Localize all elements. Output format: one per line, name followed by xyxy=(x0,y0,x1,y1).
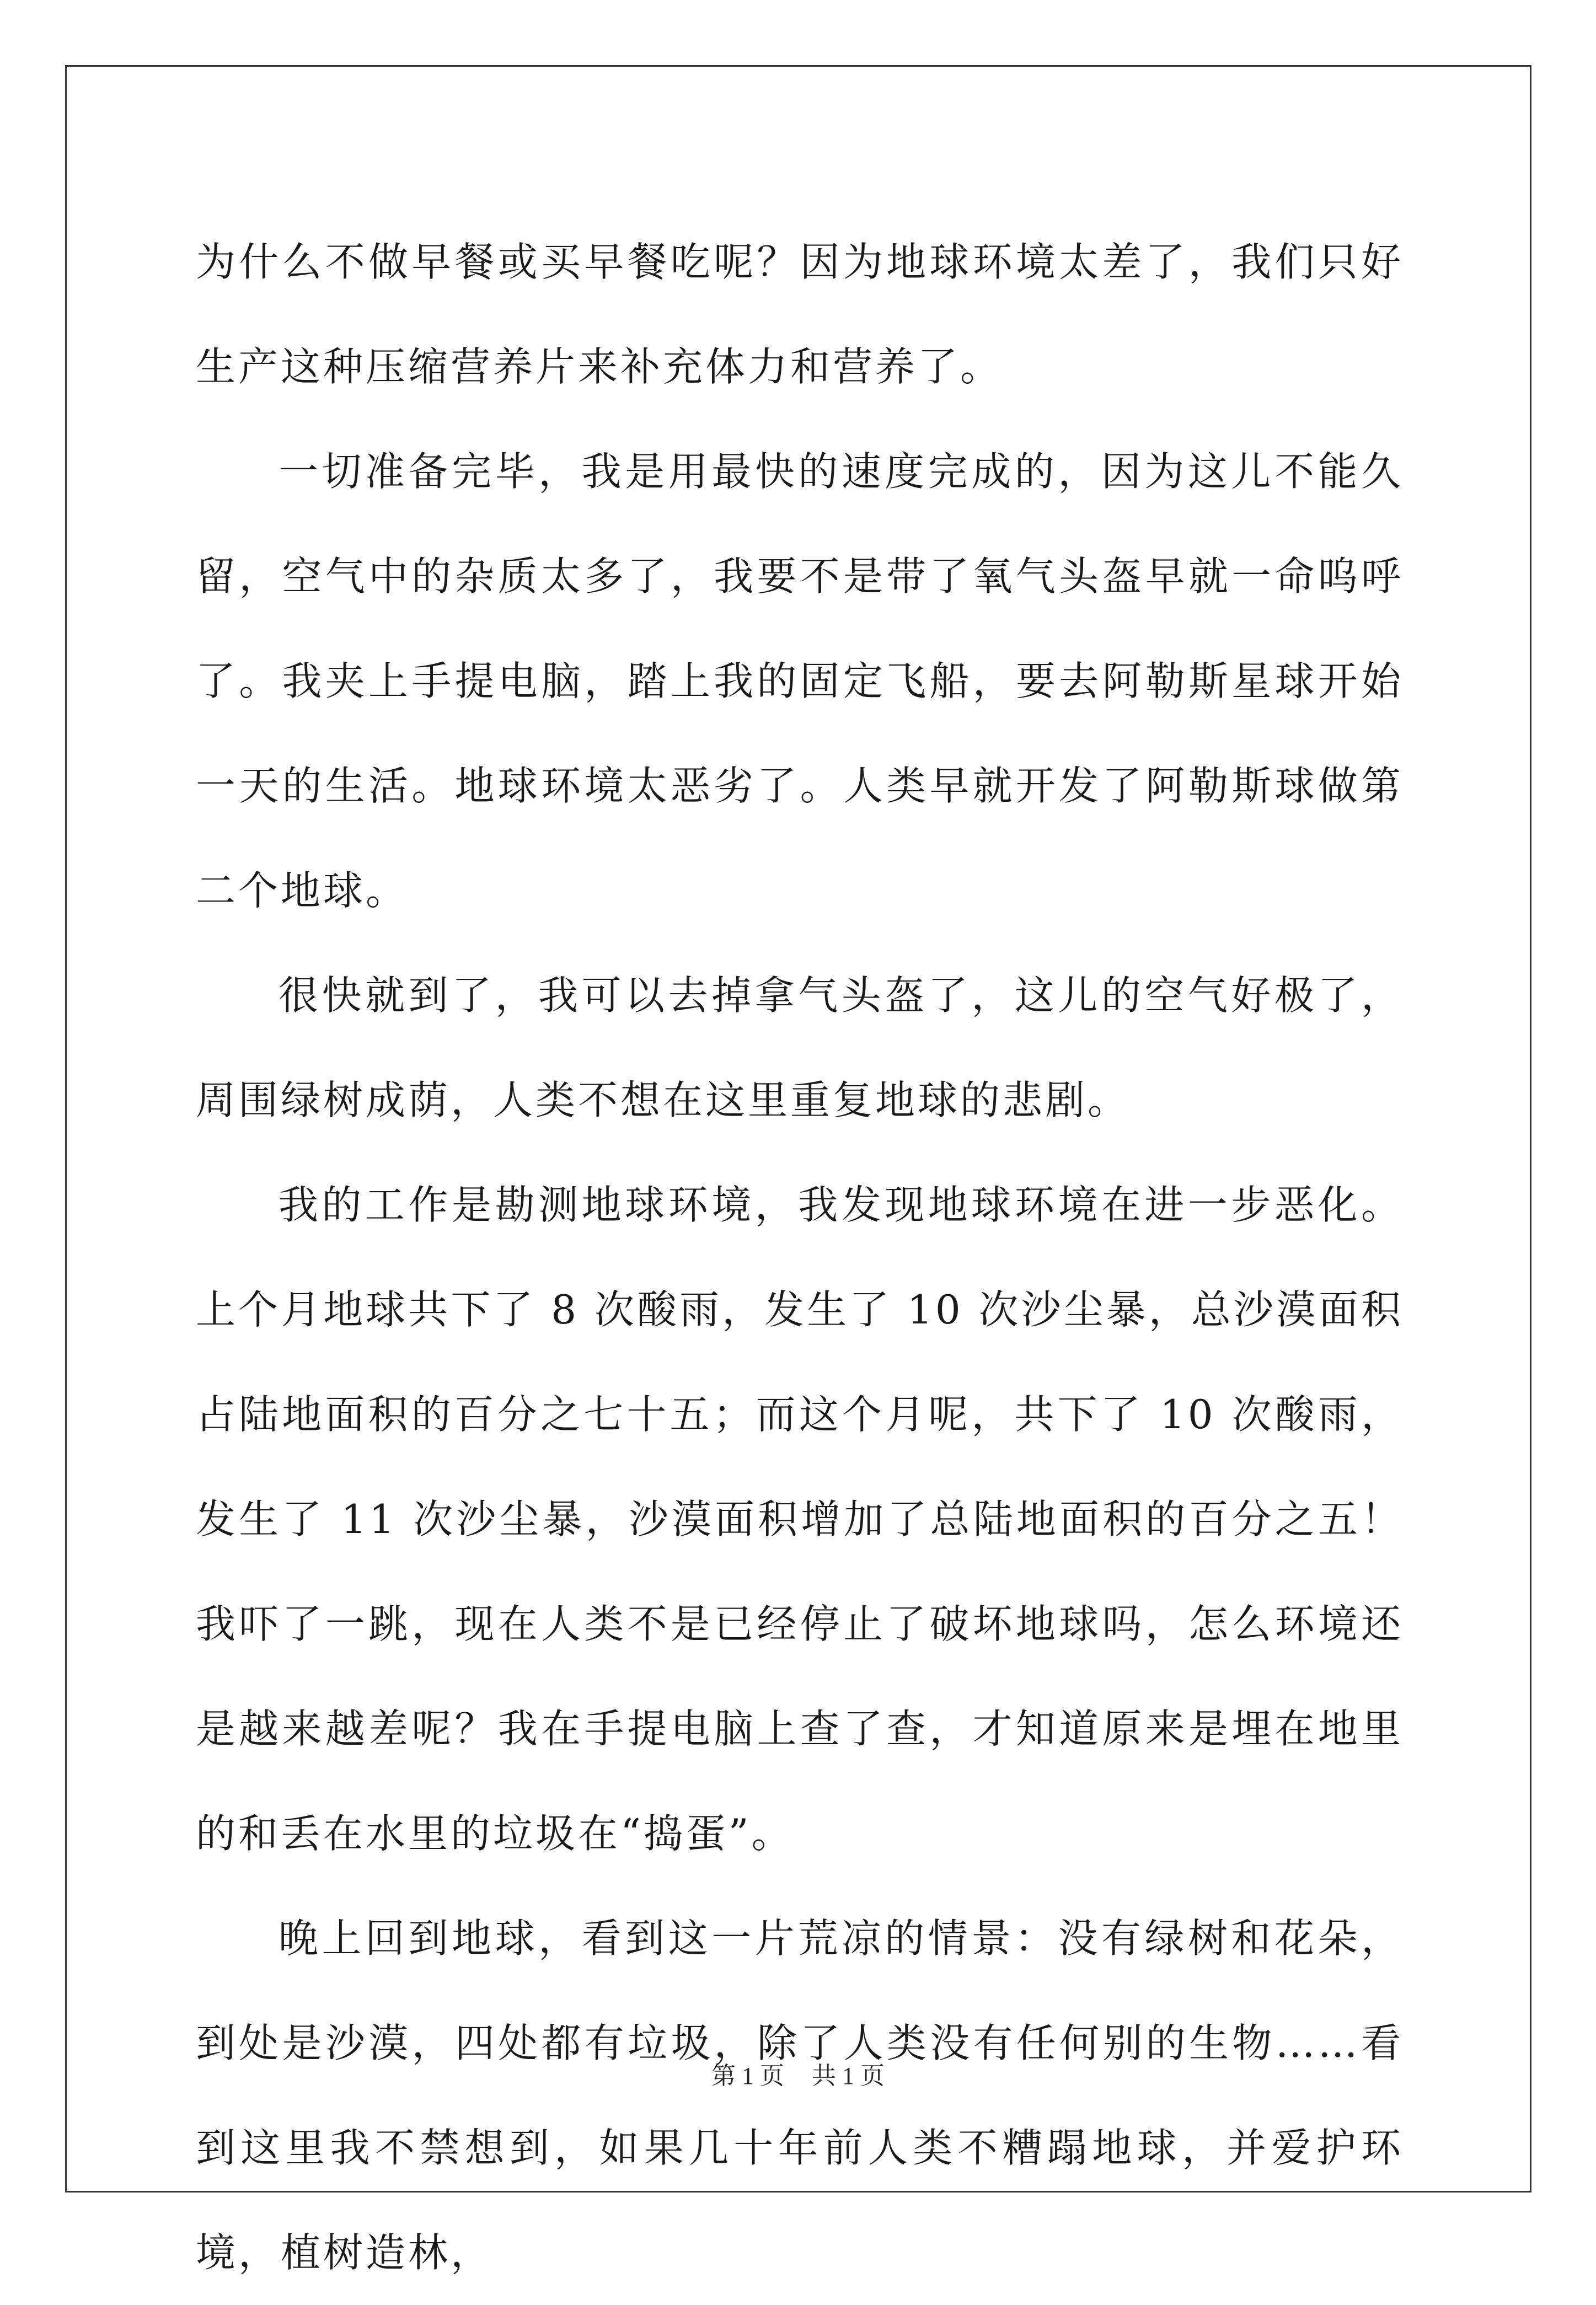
page-number: 第 1 页 xyxy=(711,2062,784,2089)
paragraph-2: 一切准备完毕，我是用最快的速度完成的，因为这儿不能久留，空气中的杂质太多了，我要不是带了氧气头盔早就一命呜呼了。我夹上手提电脑，踏上我的固定飞船，要去阿勒斯星球开始一天的生活。地球环境太恶劣了。人类早就开发了阿勒斯球做第二个地球。 xyxy=(196,448,1404,914)
page-footer xyxy=(0,2056,1596,2091)
paragraph-1: 为什么不做早餐或买早餐吃呢？因为地球环境太差了，我们只好生产这种压缩营养片来补充体力和营养了。 xyxy=(196,239,1404,390)
document-body xyxy=(196,210,1404,2305)
paragraph-3: 很快就到了，我可以去掉拿气头盔了，这儿的空气好极了，周围绿树成荫，人类不想在这里重复地球的悲剧。 xyxy=(196,972,1404,1123)
paragraph-5: 晚上回到地球，看到这一片荒凉的情景：没有绿树和花朵，到处是沙漠，四处都有垃圾，除了人类没有任何别的生物……看到这里我不禁想到，如果几十年前人类不糟蹋地球，并爱护环境，植树造林， xyxy=(196,1915,1404,2276)
paragraph-4: 我的工作是勘测地球环境，我发现地球环境在进一步恶化。上个月地球共下了 8 次酸雨，发生了 10 次沙尘暴，总沙漠面积占陆地面积的百分之七十五；而这个月呢，共下了 10 次酸雨，发生了 11 次沙尘暴，沙漠面积增加了总陆地面积的百分之五！我吓了一跳，现在人类不是已经停止了破坏地球吗，怎么环境还是越来越差呢？我在手提电脑上查了查，才知道原来是埋在地里的和丢在水里的垃圾在“捣蛋”。 xyxy=(196,1182,1404,1857)
page-total: 共 1 页 xyxy=(812,2062,885,2089)
